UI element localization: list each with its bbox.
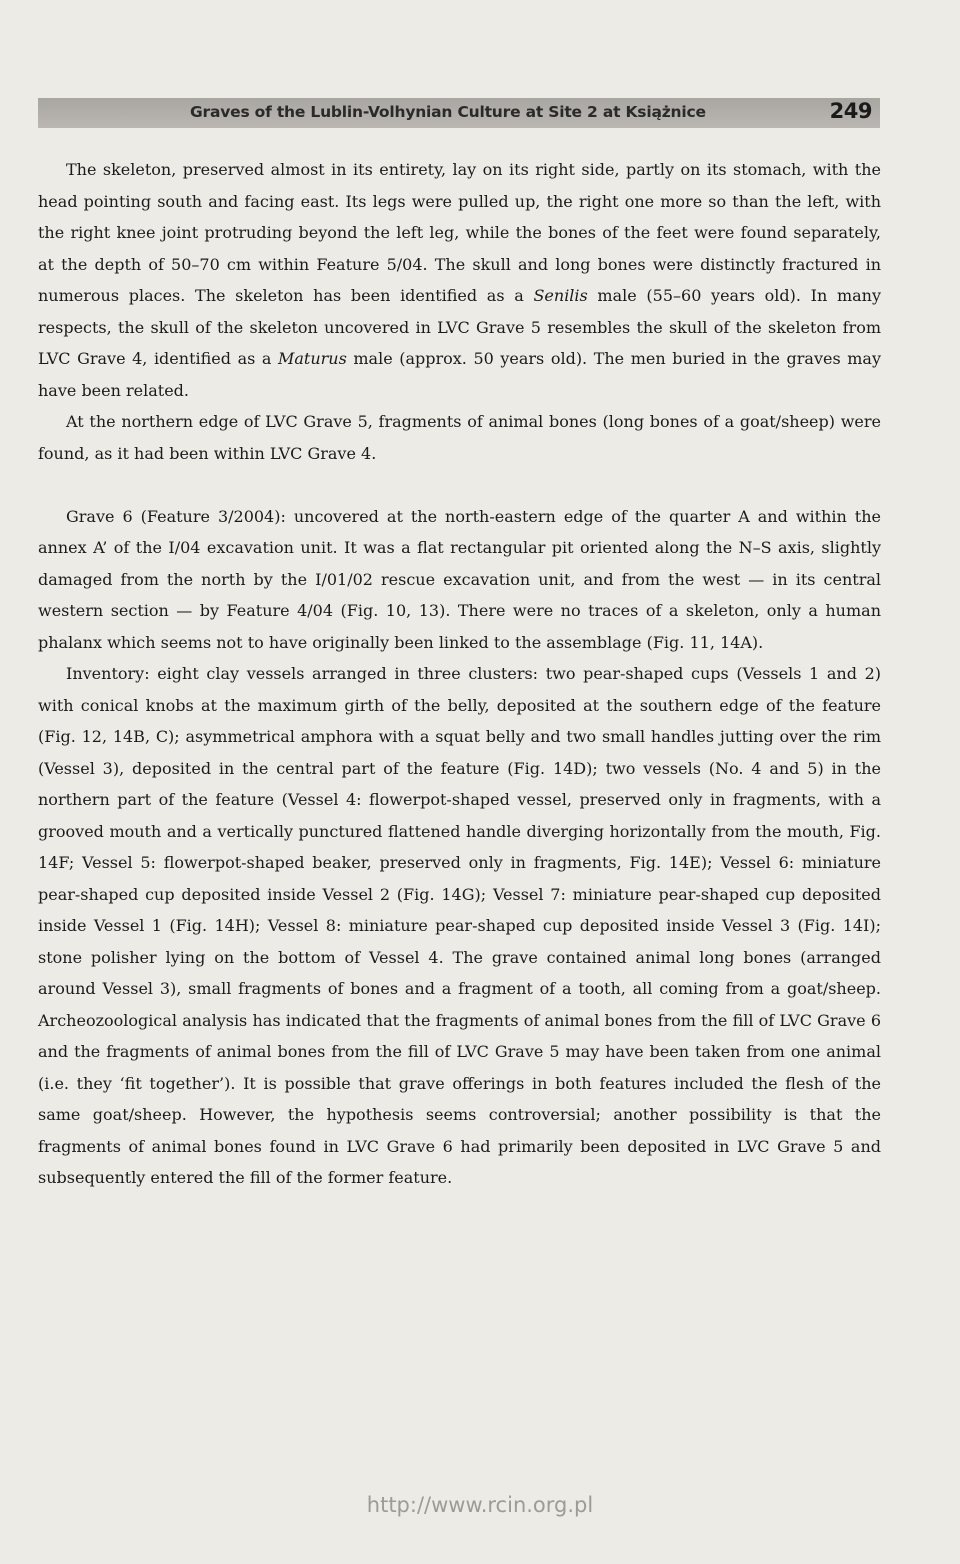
paragraph-text: male (55–60 years old). In many respects, the skull of the skeleton uncovered in LVC Grave 5 resembles the skull of the skeleton from LVC Grave 4, identified as a xyxy=(38,286,881,368)
paragraph-inventory: Inventory: eight clay vessels arranged in three clusters: two pear-shaped cups (Vessels 1 and 2) with conical knobs at the maximum girth of the belly, deposited at the southern edge of the feature (Fig. 12, 14B, C); asymmetrical amphora with a squat belly and two small handles jutting over the rim (Vessel 3), deposited in the central part of the feature (Fig. 14D); two vessels (No. 4 and 5) in the northern part of the feature (Vessel 4: flowerpot-shaped vessel, preserved only in fragments, with a grooved mouth and a vertically punctured flattened handle diverging horizontally from the mouth, Fig. 14F; Vessel 5: flowerpot-shaped beaker, preserved only in fragments, Fig. 14E); Vessel 6: miniature pear-shaped cup deposited inside Vessel 2 (Fig. 14G); Vessel 7: miniature pear-shaped cup deposited inside Vessel 1 (Fig. 14H); Vessel 8: miniature pear-shaped cup deposited inside Vessel 3 (Fig. 14I); stone polisher lying on the bottom of Vessel 4. The grave contained animal long bones (arranged around Vessel 3), small fragments of bones and a fragment of a tooth, all coming from a goat/sheep. Archeozoological analysis has indicated that the fragments of animal bones from the fill of LVC Grave 6 and the fragments of animal bones from the fill of LVC Grave 5 may have been taken from one animal (i.e. they ‘fit together’). It is possible that grave offerings in both features included the flesh of the same goat/sheep. However, the hypothesis seems controversial; another possibility is that the fragments of animal bones found in LVC Grave 6 had primarily been deposited in LVC Grave 5 and subsequently entered the fill of the former feature. xyxy=(38,664,881,1187)
italic-term-senilis: Senilis xyxy=(533,286,588,305)
running-header xyxy=(38,98,880,128)
running-title: Graves of the Lublin-Volhynian Culture at Site 2 at Książnice xyxy=(190,103,706,121)
paragraph-animal-bones: At the northern edge of LVC Grave 5, fragments of animal bones (long bones of a goat/sheep) were found, as it had been within LVC Grave 4. xyxy=(38,412,881,463)
paragraph-skeleton-description xyxy=(38,154,881,406)
page-number: 249 xyxy=(829,99,872,123)
body-text xyxy=(38,154,881,1194)
paragraph-text: The skeleton, preserved almost in its entirety, lay on its right side, partly on its stomach, with the head pointing south and facing east. Its legs were pulled up, the right one more so than the left, with the right knee joint protruding beyond the left leg, while the bones of the feet were found separately, at the depth of 50–70 cm within Feature 5/04. The skull and long bones were distinctly fractured in numerous places. The skeleton has been identified as a xyxy=(38,160,881,305)
paragraph-grave-6: Grave 6 (Feature 3/2004): uncovered at the north-eastern edge of the quarter A and within the annex A’ of the I/04 excavation unit. It was a flat rectangular pit oriented along the N–S axis, slightly damaged from the north by the I/01/02 rescue excavation unit, and from the west — in its central western section — by Feature 4/04 (Fig. 10, 13). There were no traces of a skeleton, only a human phalanx which seems not to have originally been linked to the assemblage (Fig. 11, 14A). xyxy=(38,506,881,652)
footer-watermark-url: http://www.rcin.org.pl xyxy=(366,1493,594,1517)
italic-term-maturus: Maturus xyxy=(277,349,347,368)
paragraph-text: male (approx. 50 years old). The men buried in the graves may have been related. xyxy=(38,349,881,400)
